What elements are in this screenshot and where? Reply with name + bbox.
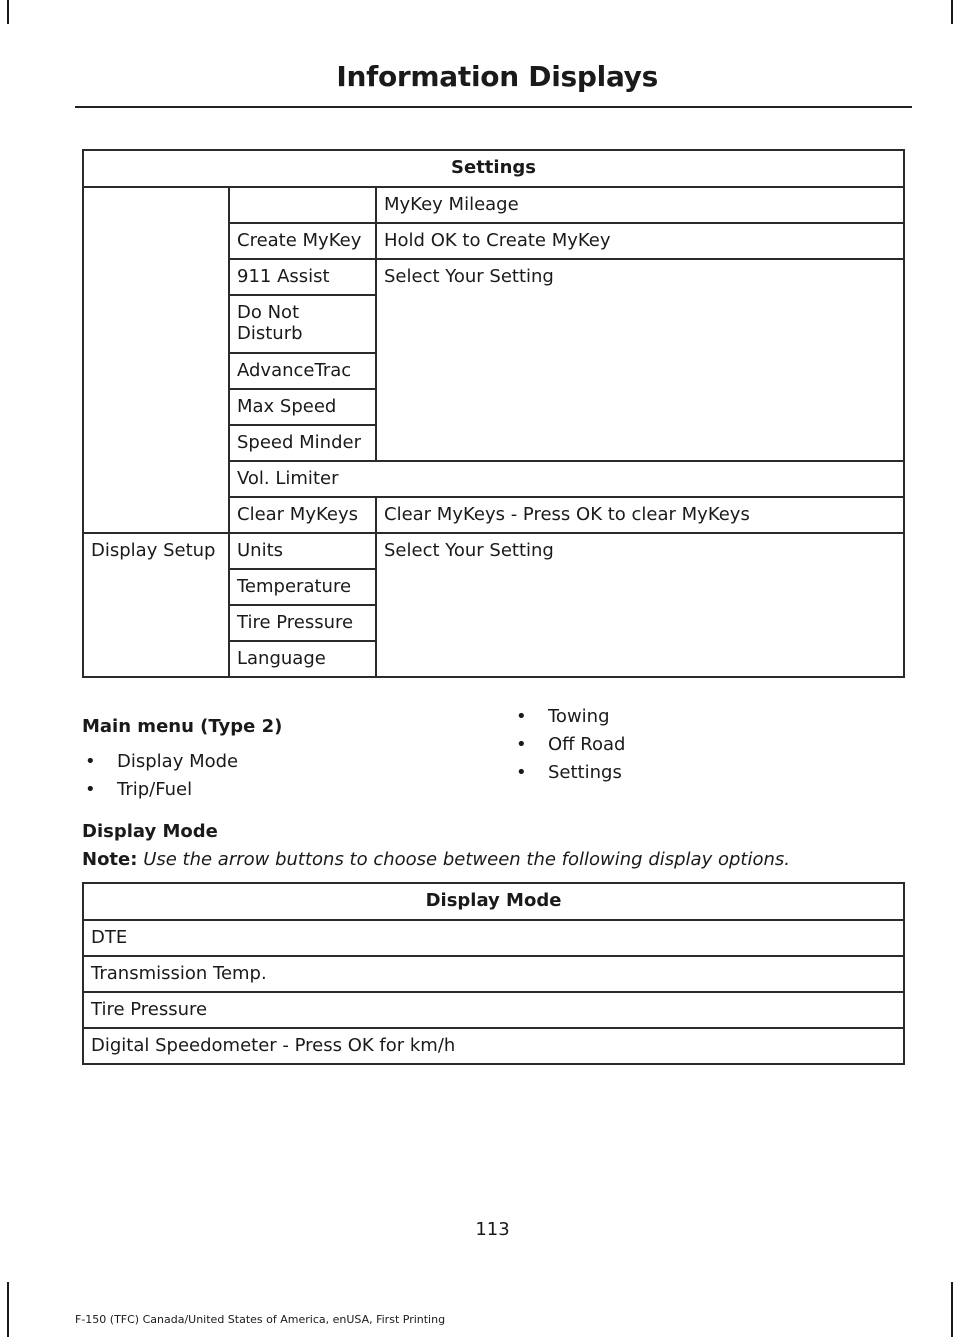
crop-mark bbox=[951, 1282, 953, 1337]
bullet-icon: • bbox=[85, 779, 96, 800]
table-cell: Select Your Setting bbox=[376, 533, 904, 677]
table-cell: Vol. Limiter bbox=[229, 461, 904, 497]
table-cell: MyKey Mileage bbox=[376, 187, 904, 223]
crop-mark bbox=[7, 0, 9, 24]
settings-table-title: Settings bbox=[83, 150, 904, 187]
list-item-label: Settings bbox=[548, 762, 622, 783]
table-cell bbox=[83, 187, 229, 533]
main-menu-heading: Main menu (Type 2) bbox=[82, 716, 283, 737]
table-cell: Speed Minder bbox=[229, 425, 376, 461]
table-cell: 911 Assist bbox=[229, 259, 376, 295]
crop-mark bbox=[951, 0, 953, 24]
footer-text: F-150 (TFC) Canada/United States of America, enUSA, First Printing bbox=[75, 1313, 446, 1326]
display-mode-heading: Display Mode bbox=[82, 821, 218, 842]
bullet-icon: • bbox=[516, 706, 527, 727]
header-rule bbox=[75, 106, 912, 108]
table-cell: Select Your Setting bbox=[376, 259, 904, 461]
display-mode-table bbox=[82, 882, 905, 1065]
bullet-icon: • bbox=[516, 734, 527, 755]
table-cell: Do Not Disturb bbox=[229, 295, 376, 353]
table-cell: Hold OK to Create MyKey bbox=[376, 223, 904, 259]
table-cell: Tire Pressure bbox=[229, 605, 376, 641]
table-cell: AdvanceTrac bbox=[229, 353, 376, 389]
list-item-label: Towing bbox=[548, 706, 610, 727]
table-row: Transmission Temp. bbox=[83, 956, 904, 992]
table-row: Digital Speedometer - Press OK for km/h bbox=[83, 1028, 904, 1064]
table-cell: Create MyKey bbox=[229, 223, 376, 259]
section-title: Information Displays bbox=[336, 60, 658, 93]
bullet-icon: • bbox=[85, 751, 96, 772]
display-mode-table-title: Display Mode bbox=[83, 883, 904, 920]
note-label: Note: bbox=[82, 849, 138, 870]
crop-mark bbox=[7, 1282, 9, 1337]
bullet-icon: • bbox=[516, 762, 527, 783]
list-item-label: Off Road bbox=[548, 734, 626, 755]
list-item-label: Trip/Fuel bbox=[117, 779, 193, 800]
table-cell: Language bbox=[229, 641, 376, 677]
note bbox=[82, 849, 790, 870]
table-cell: Max Speed bbox=[229, 389, 376, 425]
table-cell: Temperature bbox=[229, 569, 376, 605]
table-row: Tire Pressure bbox=[83, 992, 904, 1028]
note-text: Use the arrow buttons to choose between the following display options. bbox=[143, 849, 790, 870]
table-cell: Display Setup bbox=[83, 533, 229, 677]
page-number: 113 bbox=[475, 1219, 510, 1240]
settings-table bbox=[82, 149, 905, 678]
table-cell: Clear MyKeys - Press OK to clear MyKeys bbox=[376, 497, 904, 533]
table-cell: Units bbox=[229, 533, 376, 569]
table-row: DTE bbox=[83, 920, 904, 956]
table-cell: Clear MyKeys bbox=[229, 497, 376, 533]
table-cell bbox=[229, 187, 376, 223]
list-item-label: Display Mode bbox=[117, 751, 239, 772]
